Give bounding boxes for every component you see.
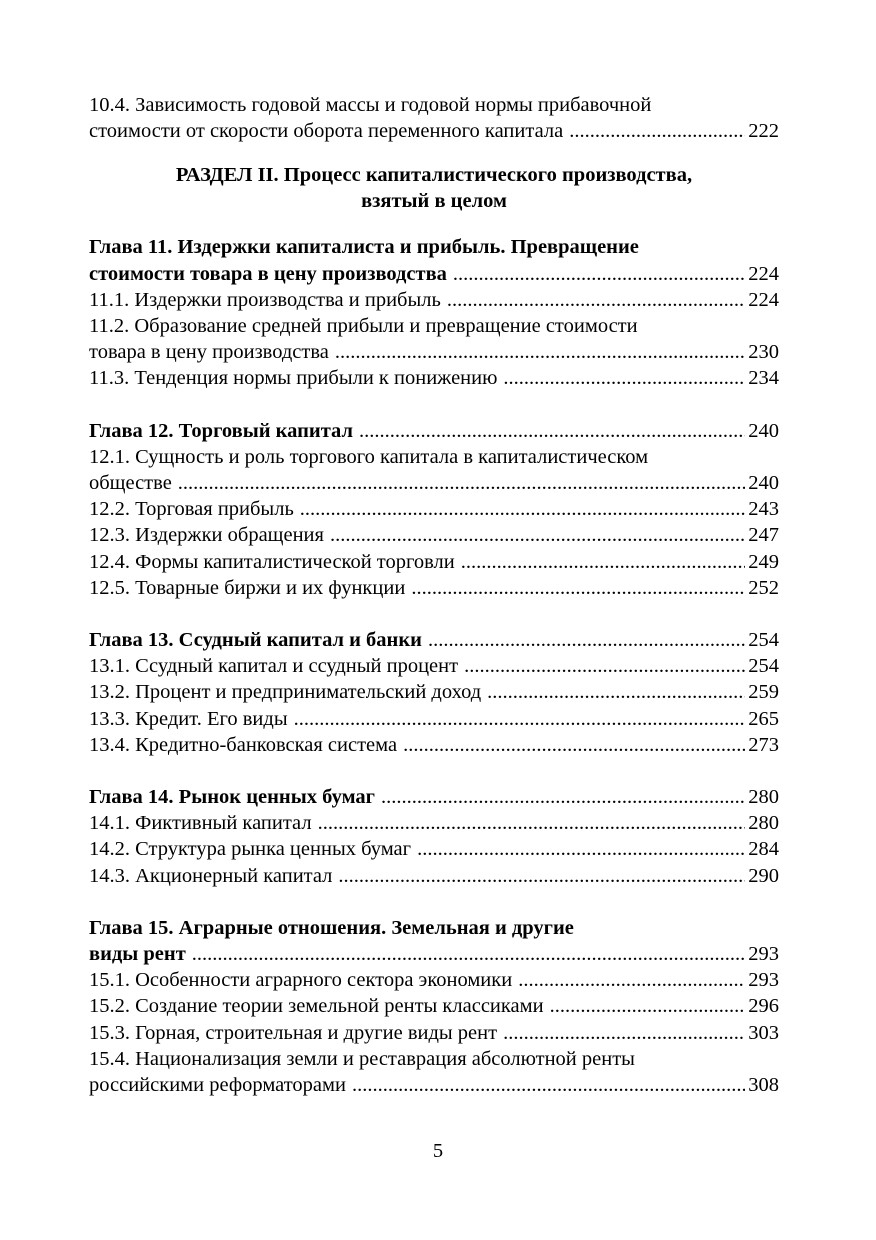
chapter-title-text: Глава 14. Рынок ценных бумаг: [89, 786, 375, 809]
spacer: [89, 601, 779, 627]
spacer: [89, 758, 779, 784]
toc-entry-13-2: [89, 679, 779, 705]
dot-leader: [411, 575, 745, 601]
chapter-15-title: [89, 941, 779, 967]
dot-leader: [300, 496, 745, 522]
toc-entry-text: товара в цену производства: [89, 341, 329, 364]
toc-entry-13-1: [89, 653, 779, 679]
toc-entry-15-4-line1: 15.4. Национализация земли и реставрация абсолютной ренты: [89, 1047, 635, 1070]
dot-leader: [464, 653, 745, 679]
chapter-title-text: Глава 12. Торговый капитал: [89, 419, 353, 442]
toc-entry-14-1: [89, 810, 779, 836]
toc-page-number: 308: [748, 1074, 779, 1097]
toc-entry-text: 12.5. Товарные биржи и их функции: [89, 576, 406, 599]
toc-entry-text: 15.2. Создание теории земельной ренты классиками: [89, 995, 544, 1018]
dot-leader: [403, 732, 745, 758]
toc-page-number: 293: [748, 943, 779, 966]
toc-entry-text: российскими реформаторами: [89, 1074, 346, 1097]
dot-leader: [428, 627, 745, 653]
toc-entry-15-3: [89, 1020, 779, 1046]
toc-page-number: 254: [748, 629, 779, 652]
toc-page-number: 224: [748, 262, 779, 285]
chapter-title-text: Глава 13. Ссудный капитал и банки: [89, 629, 422, 652]
toc-entry-14-2: [89, 836, 779, 862]
toc-entry-13-4: [89, 732, 779, 758]
chapter-11-title-line1: Глава 11. Издержки капиталиста и прибыль. Превращение: [89, 236, 639, 259]
dot-leader: [352, 1072, 745, 1098]
toc-entry-10-4: [89, 118, 779, 144]
toc-entry-10-4-line1: 10.4. Зависимость годовой массы и годовой нормы прибавочной: [89, 94, 652, 116]
toc-page-number: 234: [748, 367, 779, 390]
spacer: [89, 392, 779, 418]
toc-entry-text: 11.3. Тенденция нормы прибыли к понижению: [89, 367, 498, 390]
toc-entry-14-3: [89, 863, 779, 889]
toc-page-number: 296: [748, 995, 779, 1018]
dot-leader: [503, 1020, 745, 1046]
toc-entry-text: 13.4. Кредитно-банковская система: [89, 733, 398, 756]
toc-page-number: 303: [748, 1021, 779, 1044]
toc-entry-15-1: [89, 967, 779, 993]
dot-leader: [461, 549, 746, 575]
toc-entry-text: 13.2. Процент и предпринимательский доход: [89, 681, 482, 704]
toc-entry-text: 14.3. Акционерный капитал: [89, 864, 333, 887]
toc-page-number: 252: [748, 576, 779, 599]
toc-page-number: 293: [748, 969, 779, 992]
dot-leader: [503, 365, 745, 391]
toc-entry-11-2-line1: 11.2. Образование средней прибыли и превращение стоимости: [89, 315, 638, 338]
dot-leader: [294, 706, 746, 732]
toc-entry-text: 15.1. Особенности аграрного сектора экономики: [89, 969, 513, 992]
toc-entry-text: 15.3. Горная, строительная и другие виды рент: [89, 1021, 498, 1044]
dot-leader: [453, 261, 745, 287]
toc-page-number: 280: [748, 786, 779, 809]
toc-page-number: 249: [748, 550, 779, 573]
toc-entry-11-1: [89, 287, 779, 313]
toc-entry-text: 13.1. Ссудный капитал и ссудный процент: [89, 655, 459, 678]
dot-leader: [487, 679, 745, 705]
section-heading-line1: РАЗДЕЛ II. Процесс капиталистического производства,: [175, 164, 693, 187]
dot-leader: [359, 418, 745, 444]
toc-entry-12-1: [89, 470, 779, 496]
toc-entry-11-2: [89, 339, 779, 365]
page-number: 5: [432, 1140, 444, 1162]
chapter-title-text: виды рент: [89, 943, 186, 966]
dot-leader: [335, 339, 745, 365]
spacer: [89, 889, 779, 915]
dot-leader: [318, 810, 746, 836]
chapter-title-text: стоимости товара в цену производства: [89, 262, 447, 285]
toc-page-number: 222: [748, 120, 779, 143]
dot-leader: [381, 784, 745, 810]
dot-leader: [192, 941, 745, 967]
toc-entry-12-4: [89, 549, 779, 575]
dot-leader: [338, 863, 745, 889]
chapter-13-title: [89, 627, 779, 653]
toc-page-number: 240: [748, 472, 779, 495]
toc-page-number: 224: [748, 288, 779, 311]
toc-entry-12-1-line1: 12.1. Сущность и роль торгового капитала в капиталистическом: [89, 445, 649, 468]
toc-entry-15-4: [89, 1072, 779, 1098]
chapter-12-title: [89, 418, 779, 444]
dot-leader: [447, 287, 745, 313]
dot-leader: [550, 993, 746, 1019]
toc-entry-12-5: [89, 575, 779, 601]
toc-page-number: 240: [748, 419, 779, 442]
toc-entry-12-3: [89, 522, 779, 548]
chapter-11-title: [89, 261, 779, 287]
section-heading-line2: взятый в целом: [361, 190, 507, 213]
dot-leader: [518, 967, 745, 993]
toc-page-number: 273: [748, 733, 779, 756]
toc-entry-text: обществе: [89, 472, 172, 495]
toc-entry-text: 14.2. Структура рынка ценных бумаг: [89, 838, 412, 861]
table-of-contents: [89, 92, 779, 1098]
toc-entry-text: стоимости от скорости оборота переменного капитала: [89, 120, 564, 143]
toc-page-number: 247: [748, 524, 779, 547]
toc-page-number: 280: [748, 812, 779, 835]
toc-entry-text: 12.4. Формы капиталистической торговли: [89, 550, 455, 573]
dot-leader: [417, 836, 745, 862]
toc-page-number: 290: [748, 864, 779, 887]
toc-entry-text: 12.2. Торговая прибыль: [89, 498, 294, 521]
section-heading: [89, 162, 779, 214]
chapter-14-title: [89, 784, 779, 810]
toc-page-number: 243: [748, 498, 779, 521]
chapter-15-title-line1: Глава 15. Аграрные отношения. Земельная и другие: [89, 916, 574, 939]
toc-page-number: 230: [748, 341, 779, 364]
toc-page-number: 265: [748, 707, 779, 730]
toc-page-number: 259: [748, 681, 779, 704]
toc-entry-text: 13.3. Кредит. Его виды: [89, 707, 288, 730]
toc-page-number: 284: [748, 838, 779, 861]
toc-entry-13-3: [89, 706, 779, 732]
toc-entry-11-3: [89, 365, 779, 391]
toc-entry-12-2: [89, 496, 779, 522]
toc-entry-15-2: [89, 993, 779, 1019]
dot-leader: [178, 470, 745, 496]
toc-entry-text: 14.1. Фиктивный капитал: [89, 812, 312, 835]
toc-entry-text: 12.3. Издержки обращения: [89, 524, 324, 547]
toc-entry-text: 11.1. Издержки производства и прибыль: [89, 288, 441, 311]
toc-page-number: 254: [748, 655, 779, 678]
dot-leader: [569, 118, 745, 144]
dot-leader: [330, 522, 745, 548]
